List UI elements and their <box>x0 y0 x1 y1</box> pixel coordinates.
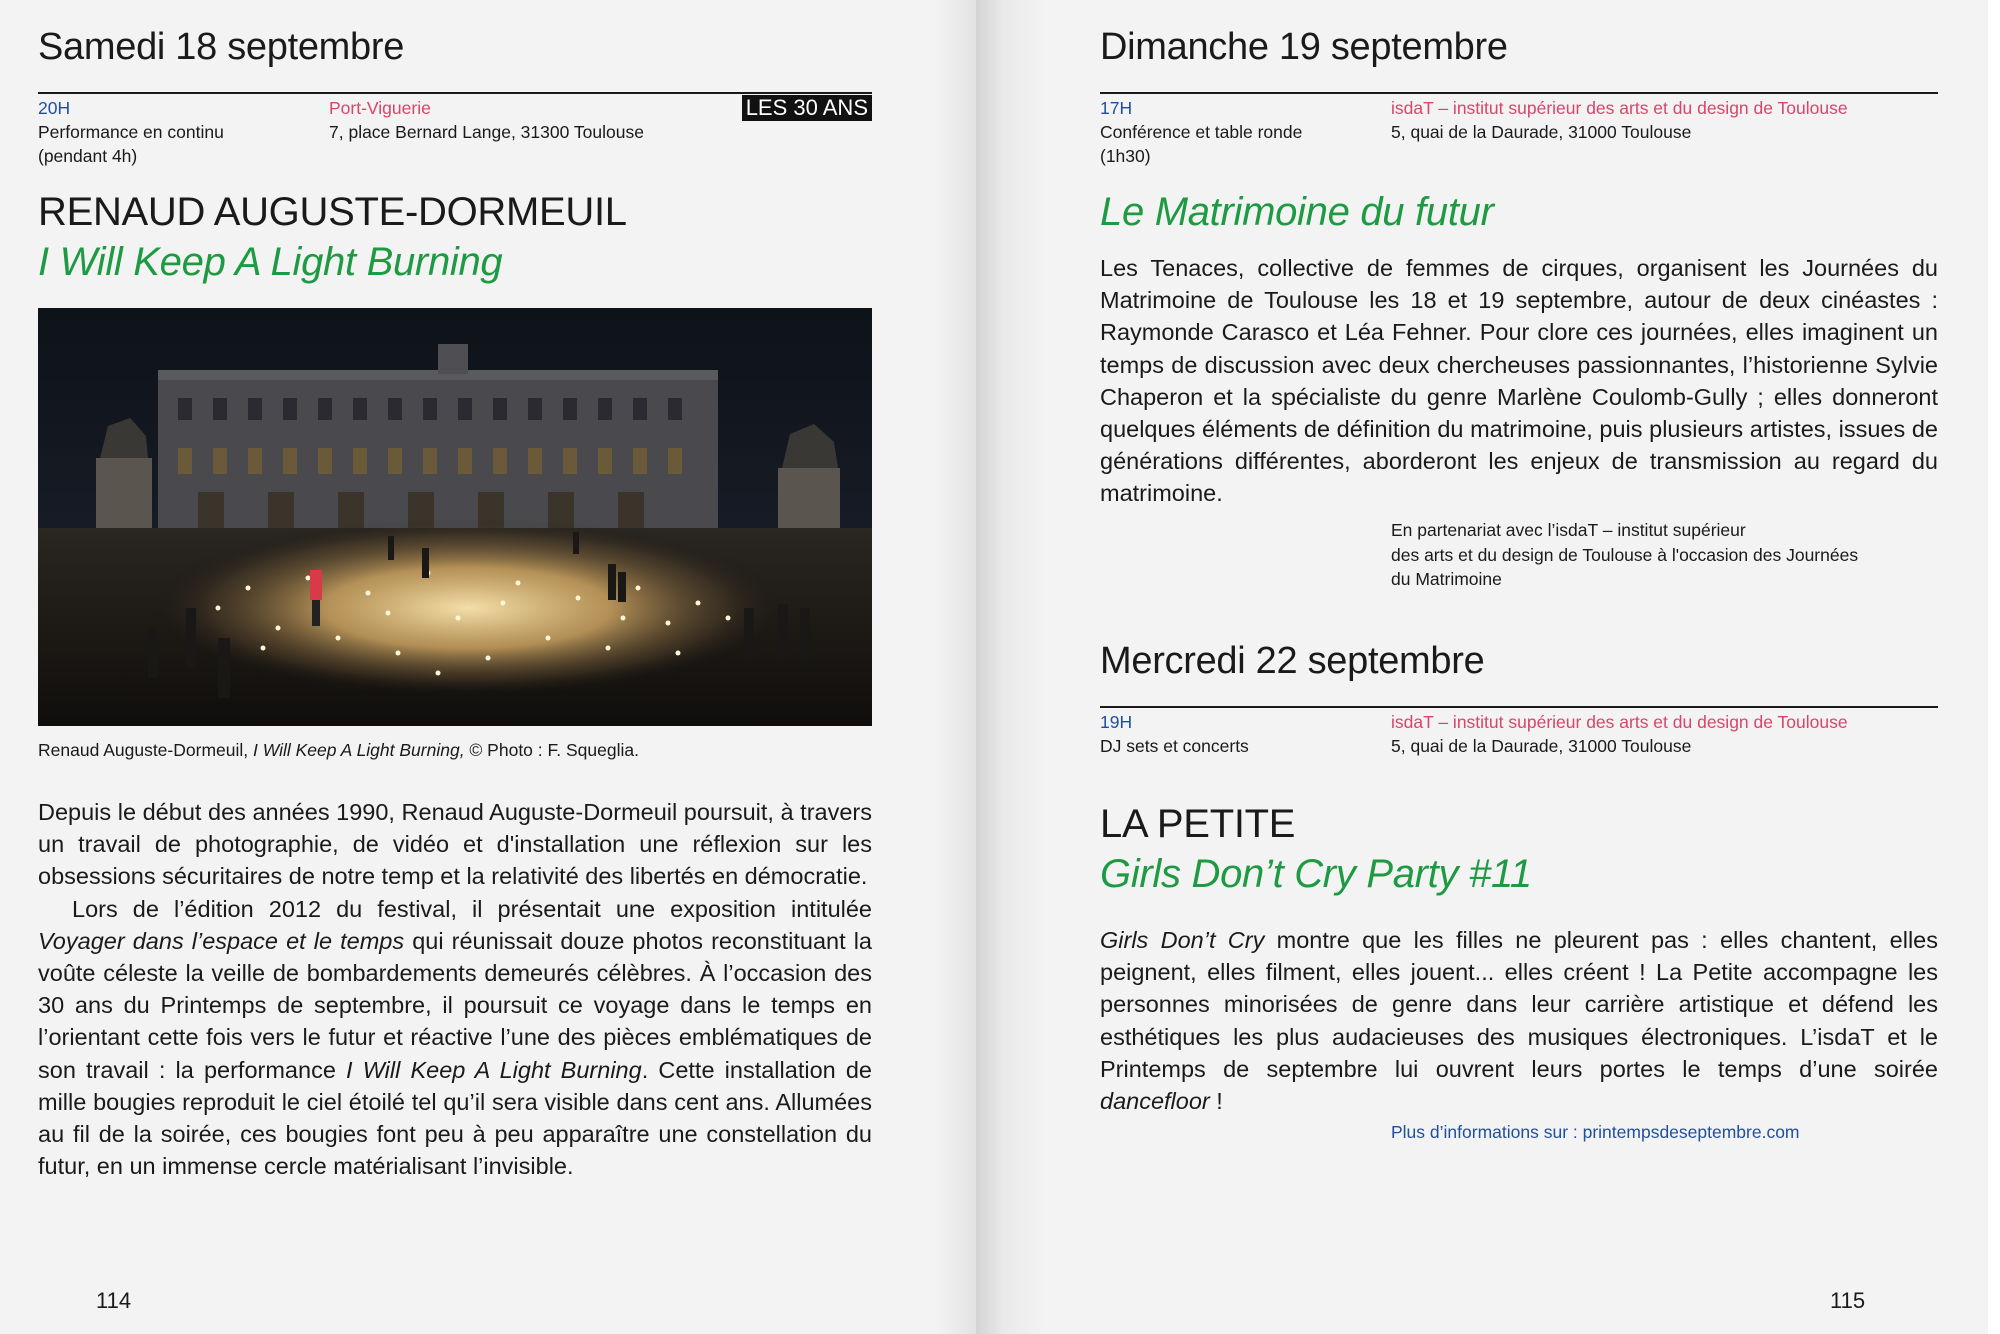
divider-rule <box>1100 706 1938 708</box>
page-number: 115 <box>1830 1288 1866 1313</box>
anniversary-badge: LES 30 ANS <box>742 95 872 121</box>
venue-address: 5, quai de la Daurade, 31000 Toulouse <box>1391 122 1692 142</box>
venue-address: 5, quai de la Daurade, 31000 Toulouse <box>1391 736 1692 756</box>
page-number: 114 <box>96 1288 132 1313</box>
venue-name: isdaT – institut supérieur des arts et du design de Toulouse <box>1391 98 1848 118</box>
event-title: Girls Don’t Cry Party #11 <box>1100 852 1532 896</box>
venue-address: 7, place Bernard Lange, 31300 Toulouse <box>329 122 644 142</box>
event-duration: (1h30) <box>1100 146 1151 166</box>
event-title: Le Matrimoine du futur <box>1100 190 1494 234</box>
artist-name: LA PETITE <box>1100 802 1296 846</box>
day-title: Dimanche 19 septembre <box>1100 26 1508 68</box>
partnership-credit: En partenariat avec l’isdaT – institut supérieur des arts et du design de Toulouse à l'occasion des Journées du Matrimoine <box>1391 520 1859 589</box>
artist-name: RENAUD AUGUSTE-DORMEUIL <box>38 190 627 234</box>
gutter-shadow-left <box>936 0 976 1334</box>
more-info-link[interactable]: Plus d’informations sur : printempsdeseptembre.com <box>1391 1122 1800 1142</box>
paragraph-2: Lors de l’édition 2012 du festival, il présentait une exposition intitulée Voyager dans l’espace et le temps qui réunissait douze photos reconstituant la voûte céleste la veille de bombardements demeurés célèbres. À l’occasion des 30 ans du Printemps de septembre, il poursuit ce voyage dans le temps en l’orientant cette fois vers le futur et réactive l’une des pièces emblématiques de son travail : la performance I Will Keep A Light Burning. Cette installation de mille bougies reproduit le ciel étoilé tel qu’il sera visible dans cent ans. Allumées au fil de la soirée, ces bougies font peu à peu apparaître une constellation du futur, en un immense cercle matérialisant l’invisible. <box>38 895 872 1180</box>
right-page <box>976 0 1988 1334</box>
performance-photo <box>38 308 872 726</box>
left-page <box>0 0 976 1334</box>
event-time: 20H <box>38 98 71 118</box>
paragraph-1: Depuis le début des années 1990, Renaud Auguste-Dormeuil poursuit, à travers un travail de photographie, de vidéo et d'installation une réflexion sur les obsessions sécuritaires de notre temp et la relativité des libertés en démocratie. <box>38 799 872 890</box>
event-description: Girls Don’t Cry montre que les filles ne pleurent pas : elles chantent, elles peignent, elles filment, elles jouent... elles créent ! La Petite accompagne les personnes minorisées de genre dans leur carrière artistique et défend les esthétiques les plus audacieuses des musiques électroniques. L’isdaT et le Printemps de septembre lui ouvrent leurs portes le temps d’une soirée dancefloor ! <box>1100 927 1938 1115</box>
event-time: 17H <box>1100 98 1133 118</box>
day-title: Samedi 18 septembre <box>38 26 405 68</box>
event-format: DJ sets et concerts <box>1100 736 1249 756</box>
event-duration: (pendant 4h) <box>38 146 138 166</box>
photo-caption: Renaud Auguste-Dormeuil, I Will Keep A Light Burning, © Photo : F. Squeglia. <box>38 740 639 760</box>
day-title: Mercredi 22 septembre <box>1100 640 1485 682</box>
event-format: Conférence et table ronde <box>1100 122 1303 142</box>
event-time: 19H <box>1100 712 1133 732</box>
venue-name: isdaT – institut supérieur des arts et du design de Toulouse <box>1391 712 1848 732</box>
divider-rule <box>1100 92 1938 94</box>
venue-name: Port-Viguerie <box>329 98 431 118</box>
gutter-shadow-right <box>976 0 1046 1334</box>
event-format: Performance en continu <box>38 122 224 142</box>
divider-rule <box>38 92 872 94</box>
work-title: I Will Keep A Light Burning <box>38 240 503 284</box>
article-body <box>38 796 872 1182</box>
event-description: Les Tenaces, collective de femmes de cirques, organisent les Journées du Matrimoine de Toulouse les 18 et 19 septembre, autour de deux cinéastes : Raymonde Carasco et Léa Fehner. Pour clore ces journées, elles imaginent un temps de discussion avec deux chercheuses passionnantes, l’historienne Sylvie Chaperon et la spécialiste du genre Marlène Coulomb-Gully ; elles donneront quelques éléments de définition du matrimoine, puis plusieurs artistes, issues de générations différentes, aborderont les enjeux de transmission au regard du matrimoine. <box>1100 255 1938 507</box>
